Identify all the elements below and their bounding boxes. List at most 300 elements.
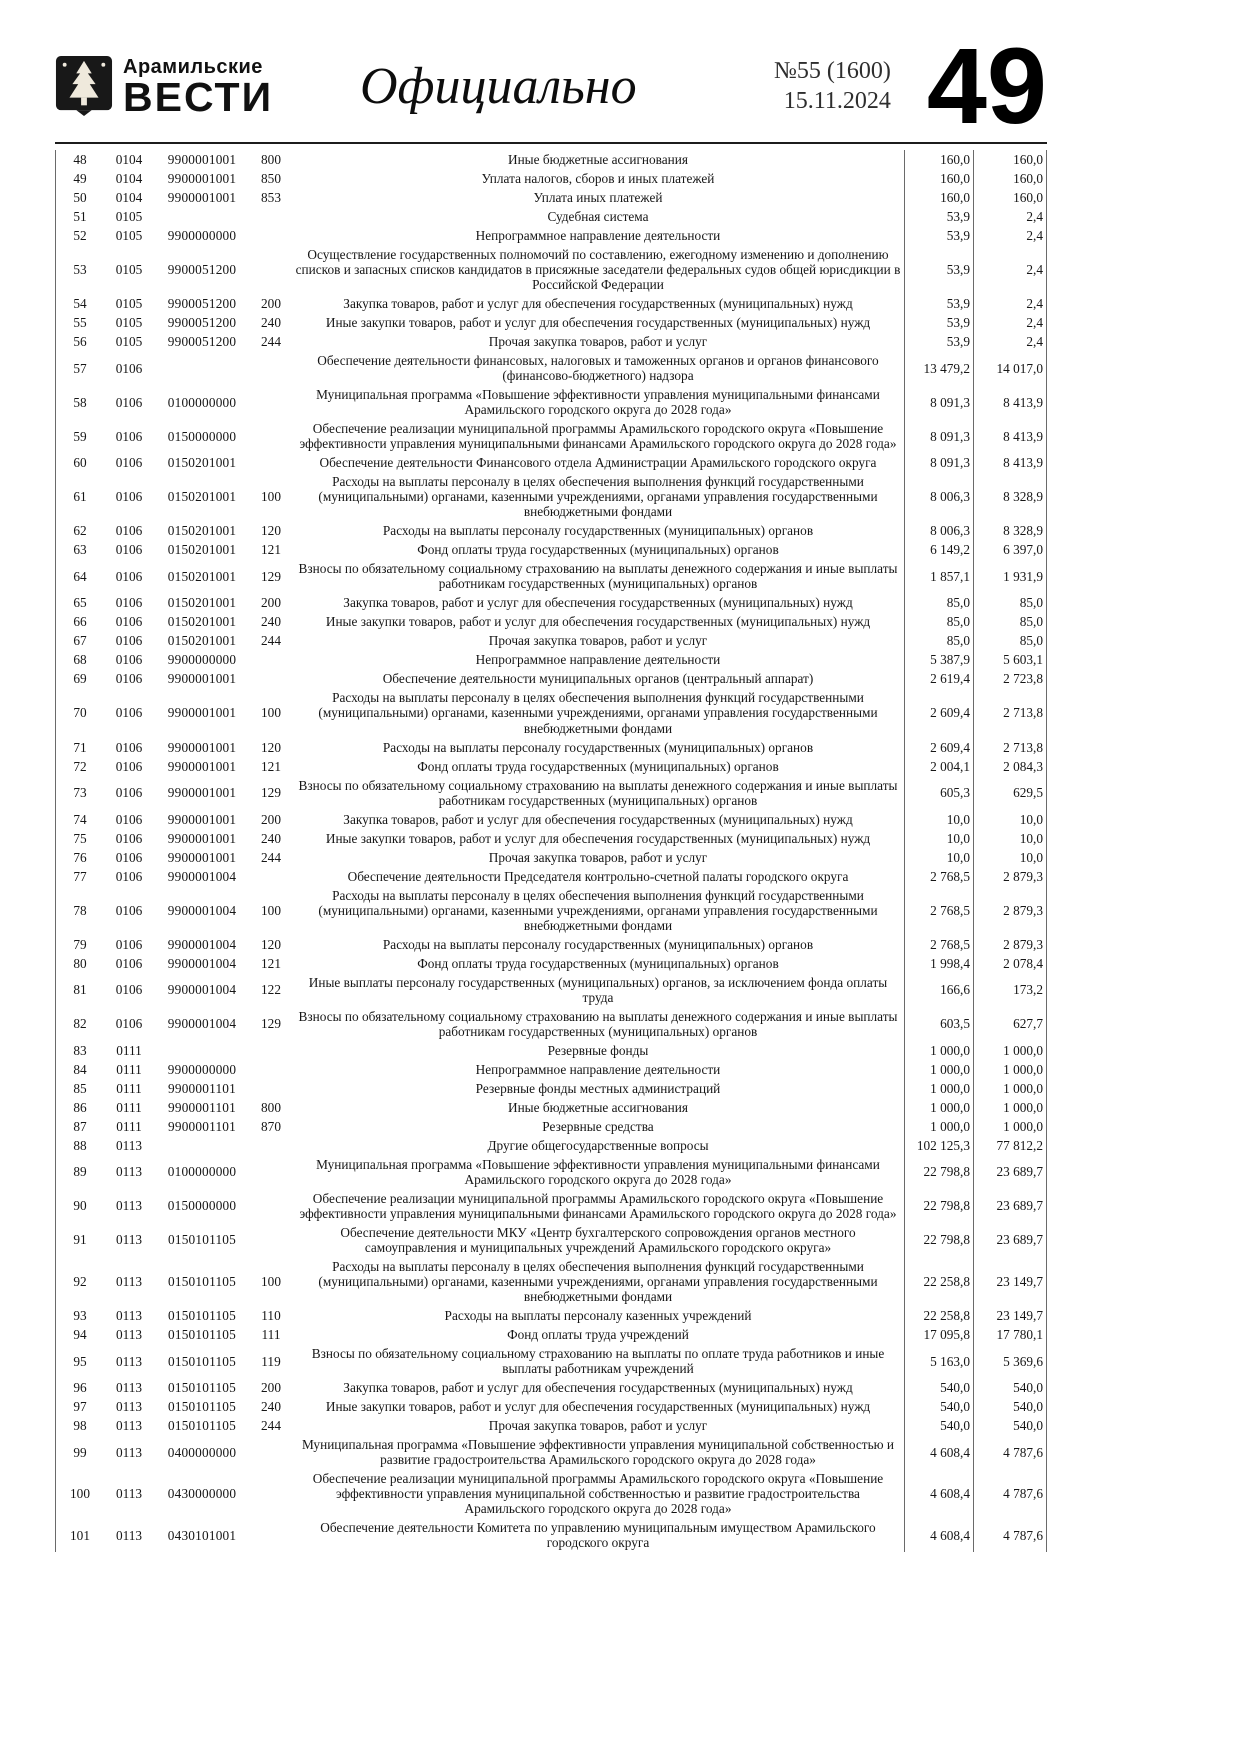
amount-1: 4 608,4 bbox=[905, 1469, 974, 1518]
section-code: 0106 bbox=[115, 739, 143, 755]
row-number: 73 bbox=[73, 785, 87, 801]
table-row bbox=[56, 419, 1047, 453]
amount-2: 4 787,6 bbox=[974, 1518, 1047, 1552]
table-row bbox=[56, 867, 1047, 886]
amount-2: 85,0 bbox=[974, 593, 1047, 612]
amount-2: 6 397,0 bbox=[974, 540, 1047, 559]
amount-1: 1 998,4 bbox=[905, 954, 974, 973]
target-article-code bbox=[154, 1041, 250, 1060]
amount-2: 85,0 bbox=[974, 631, 1047, 650]
target-article-code: 9900001001 bbox=[167, 849, 237, 865]
expense-type-code: 244 bbox=[261, 334, 281, 350]
expense-type-code: 244 bbox=[261, 849, 281, 865]
expense-name: Обеспечение деятельности Комитета по управлению муниципальным имуществом Арамильского городского округа bbox=[320, 1520, 876, 1551]
budget-table bbox=[55, 150, 1047, 1552]
masthead bbox=[55, 0, 1047, 147]
row-number: 68 bbox=[73, 652, 87, 668]
table-row bbox=[56, 776, 1047, 810]
target-article-code: 0430000000 bbox=[167, 1486, 237, 1502]
expense-name: Расходы на выплаты персоналу казенных учреждений bbox=[444, 1308, 752, 1324]
amount-2: 2 713,8 bbox=[974, 688, 1047, 737]
section-code: 0104 bbox=[115, 152, 143, 167]
section-code: 0106 bbox=[115, 1016, 143, 1032]
target-article-code: 9900001001 bbox=[167, 830, 237, 846]
table-row bbox=[56, 1079, 1047, 1098]
expense-name: Иные бюджетные ассигнования bbox=[507, 1099, 689, 1115]
table-row bbox=[56, 207, 1047, 226]
section-code: 0113 bbox=[115, 1353, 143, 1369]
amount-1: 53,9 bbox=[905, 332, 974, 351]
target-article-code: 0150101105 bbox=[168, 1273, 236, 1289]
section-code: 0113 bbox=[115, 1399, 143, 1415]
table-row bbox=[56, 1518, 1047, 1552]
table-row bbox=[56, 332, 1047, 351]
row-number: 96 bbox=[73, 1380, 87, 1396]
amount-2: 1 000,0 bbox=[974, 1079, 1047, 1098]
amount-2: 627,7 bbox=[974, 1007, 1047, 1041]
table-row bbox=[56, 188, 1047, 207]
table-row bbox=[56, 1041, 1047, 1060]
target-article-code: 9900001001 bbox=[167, 705, 237, 721]
section-code: 0111 bbox=[116, 1099, 142, 1115]
amount-2: 540,0 bbox=[974, 1397, 1047, 1416]
target-article-code: 9900001004 bbox=[167, 955, 237, 971]
target-article-code: 9900051200 bbox=[167, 315, 237, 331]
amount-2: 1 000,0 bbox=[974, 1117, 1047, 1136]
table-row bbox=[56, 1155, 1047, 1189]
row-number: 63 bbox=[73, 542, 87, 558]
expense-type-code: 122 bbox=[261, 982, 281, 998]
expense-type-code: 100 bbox=[261, 489, 281, 505]
expense-name: Закупка товаров, работ и услуг для обеспечения государственных (муниципальных) нужд bbox=[343, 1380, 853, 1396]
amount-1: 13 479,2 bbox=[905, 351, 974, 385]
target-article-code: 9900051200 bbox=[167, 296, 237, 312]
target-article-code: 9900001004 bbox=[167, 902, 237, 918]
target-article-code: 0150201001 bbox=[167, 614, 237, 630]
amount-1: 10,0 bbox=[905, 810, 974, 829]
expense-type-code bbox=[250, 453, 292, 472]
expense-type-code bbox=[250, 226, 292, 245]
target-article-code bbox=[154, 1136, 250, 1155]
row-number: 51 bbox=[73, 209, 87, 225]
amount-1: 2 768,5 bbox=[905, 867, 974, 886]
expense-name: Расходы на выплаты персоналу в целях обеспечения выполнения функций государственными (муниципальными) органами, казенными учреждениями, органами управления государственными внебюджетными фондами bbox=[318, 1258, 878, 1304]
target-article-code: 9900001004 bbox=[167, 982, 237, 998]
row-number: 82 bbox=[73, 1016, 87, 1032]
section-code: 0113 bbox=[115, 1308, 143, 1324]
amount-1: 603,5 bbox=[905, 1007, 974, 1041]
table-row bbox=[56, 935, 1047, 954]
table-row bbox=[56, 954, 1047, 973]
section-code: 0113 bbox=[115, 1232, 143, 1248]
section-code: 0105 bbox=[115, 334, 143, 350]
section-code: 0113 bbox=[115, 1380, 143, 1396]
table-row bbox=[56, 1060, 1047, 1079]
amount-2: 1 931,9 bbox=[974, 559, 1047, 593]
amount-1: 6 149,2 bbox=[905, 540, 974, 559]
expense-type-code: 120 bbox=[261, 523, 281, 539]
expense-type-code bbox=[250, 351, 292, 385]
expense-name: Закупка товаров, работ и услуг для обеспечения государственных (муниципальных) нужд bbox=[343, 296, 853, 312]
table-row bbox=[56, 848, 1047, 867]
table-row bbox=[56, 540, 1047, 559]
expense-type-code: 100 bbox=[261, 1273, 281, 1289]
section-code: 0111 bbox=[116, 1118, 142, 1134]
section-code: 0113 bbox=[115, 1527, 143, 1543]
row-number: 95 bbox=[73, 1353, 87, 1369]
row-number: 59 bbox=[73, 428, 87, 444]
amount-1: 22 798,8 bbox=[905, 1223, 974, 1257]
expense-type-code: 800 bbox=[261, 152, 281, 167]
row-number: 71 bbox=[73, 739, 87, 755]
target-article-code: 9900001001 bbox=[167, 152, 237, 167]
expense-name: Иные выплаты персоналу государственных (муниципальных) органов, за исключением фонда оплаты труда bbox=[308, 974, 888, 1005]
expense-type-code bbox=[250, 669, 292, 688]
table-row bbox=[56, 757, 1047, 776]
section-code: 0106 bbox=[115, 614, 143, 630]
expense-type-code: 870 bbox=[261, 1118, 281, 1134]
brand-name-top: Арамильские bbox=[123, 55, 263, 78]
section-code: 0106 bbox=[115, 633, 143, 649]
table-row bbox=[56, 1189, 1047, 1223]
expense-name: Взносы по обязательному социальному страхованию на выплаты денежного содержания и иные выплаты работникам государственных (муниципальных) органов bbox=[298, 1008, 898, 1039]
expense-type-code bbox=[250, 1469, 292, 1518]
expense-name: Фонд оплаты труда государственных (муниципальных) органов bbox=[417, 542, 779, 558]
row-number: 100 bbox=[70, 1486, 90, 1502]
row-number: 86 bbox=[73, 1099, 87, 1115]
target-article-code: 9900001001 bbox=[167, 190, 237, 206]
amount-2: 160,0 bbox=[974, 150, 1047, 169]
expense-name: Фонд оплаты труда государственных (муниципальных) органов bbox=[417, 955, 779, 971]
row-number: 79 bbox=[73, 936, 87, 952]
amount-2: 5 603,1 bbox=[974, 650, 1047, 669]
expense-type-code: 111 bbox=[261, 1327, 281, 1343]
expense-name: Иные закупки товаров, работ и услуг для обеспечения государственных (муниципальных) нужд bbox=[325, 830, 871, 846]
row-number: 92 bbox=[73, 1273, 87, 1289]
expense-name: Непрограммное направление деятельности bbox=[475, 228, 721, 244]
target-article-code: 9900001004 bbox=[167, 868, 237, 884]
table-row bbox=[56, 169, 1047, 188]
expense-type-code: 800 bbox=[261, 1099, 281, 1115]
expense-type-code: 120 bbox=[261, 936, 281, 952]
amount-1: 8 091,3 bbox=[905, 453, 974, 472]
row-number: 69 bbox=[73, 671, 87, 687]
expense-name: Обеспечение деятельности МКУ «Центр бухгалтерского сопровождения органов местного самоуправления и муниципальных учреждений Арамильского городского округа» bbox=[340, 1224, 856, 1255]
section-code: 0111 bbox=[116, 1061, 142, 1077]
target-article-code: 0150101105 bbox=[168, 1380, 236, 1396]
expense-name: Расходы на выплаты персоналу в целях обеспечения выполнения функций государственными (муниципальными) органами, казенными учреждениями, органами управления государственными внебюджетными фондами bbox=[318, 887, 878, 933]
section-title: Официально bbox=[360, 57, 637, 115]
table-row bbox=[56, 612, 1047, 631]
expense-name: Резервные фонды bbox=[547, 1042, 649, 1058]
target-article-code bbox=[154, 207, 250, 226]
section-code: 0113 bbox=[115, 1327, 143, 1343]
expense-name: Обеспечение реализации муниципальной программы Арамильского городского округа «Повышение эффективности управления муниципальными финансами Арамильского городского округа до 2028 года» bbox=[299, 1190, 897, 1221]
amount-1: 22 798,8 bbox=[905, 1155, 974, 1189]
row-number: 75 bbox=[73, 830, 87, 846]
expense-type-code bbox=[250, 1223, 292, 1257]
section-code: 0106 bbox=[115, 428, 143, 444]
amount-1: 22 258,8 bbox=[905, 1306, 974, 1325]
amount-2: 2 879,3 bbox=[974, 867, 1047, 886]
expense-type-code: 129 bbox=[261, 785, 281, 801]
row-number: 94 bbox=[73, 1327, 87, 1343]
table-row bbox=[56, 226, 1047, 245]
table-row bbox=[56, 245, 1047, 294]
target-article-code: 9900001001 bbox=[167, 671, 237, 687]
expense-name: Обеспечение деятельности Председателя контрольно-счетной палаты городского округа bbox=[347, 868, 849, 884]
table-row bbox=[56, 688, 1047, 737]
target-article-code: 9900000000 bbox=[167, 652, 237, 668]
table-row bbox=[56, 1098, 1047, 1117]
target-article-code: 9900051200 bbox=[167, 262, 237, 278]
issue-date: 15.11.2024 bbox=[783, 88, 891, 114]
amount-2: 540,0 bbox=[974, 1378, 1047, 1397]
amount-2: 540,0 bbox=[974, 1416, 1047, 1435]
expense-name: Расходы на выплаты персоналу в целях обеспечения выполнения функций государственными (муниципальными) органами, казенными учреждениями, органами управления государственными внебюджетными фондами bbox=[318, 690, 878, 736]
table-row bbox=[56, 829, 1047, 848]
target-article-code: 0150201001 bbox=[167, 633, 237, 649]
expense-type-code bbox=[250, 207, 292, 226]
expense-type-code bbox=[250, 1041, 292, 1060]
target-article-code: 9900001001 bbox=[167, 811, 237, 827]
amount-1: 85,0 bbox=[905, 612, 974, 631]
amount-2: 8 413,9 bbox=[974, 453, 1047, 472]
target-article-code: 0150201001 bbox=[167, 568, 237, 584]
table-row bbox=[56, 1306, 1047, 1325]
row-number: 58 bbox=[73, 394, 87, 410]
section-code: 0106 bbox=[115, 982, 143, 998]
row-number: 84 bbox=[73, 1061, 87, 1077]
amount-2: 23 689,7 bbox=[974, 1189, 1047, 1223]
section-code: 0105 bbox=[115, 315, 143, 331]
section-code: 0105 bbox=[115, 228, 143, 244]
amount-2: 2,4 bbox=[974, 207, 1047, 226]
expense-name: Судебная система bbox=[547, 209, 649, 225]
expense-type-code: 200 bbox=[261, 1380, 281, 1396]
row-number: 87 bbox=[73, 1118, 87, 1134]
table-row bbox=[56, 973, 1047, 1007]
section-code: 0111 bbox=[116, 1080, 142, 1096]
target-article-code: 9900001101 bbox=[168, 1099, 236, 1115]
amount-1: 10,0 bbox=[905, 848, 974, 867]
section-code: 0106 bbox=[115, 652, 143, 668]
section-code: 0105 bbox=[115, 209, 143, 225]
amount-1: 2 004,1 bbox=[905, 757, 974, 776]
target-article-code: 0150101105 bbox=[168, 1232, 236, 1248]
section-code: 0106 bbox=[115, 568, 143, 584]
target-article-code: 0150101105 bbox=[168, 1353, 236, 1369]
target-article-code: 9900001101 bbox=[168, 1080, 236, 1096]
row-number: 83 bbox=[73, 1042, 87, 1058]
amount-1: 53,9 bbox=[905, 313, 974, 332]
expense-name: Закупка товаров, работ и услуг для обеспечения государственных (муниципальных) нужд bbox=[343, 595, 853, 611]
target-article-code: 0150101105 bbox=[168, 1327, 236, 1343]
section-code: 0106 bbox=[115, 455, 143, 471]
target-article-code: 0150201001 bbox=[167, 595, 237, 611]
section-code: 0113 bbox=[115, 1164, 143, 1180]
target-article-code: 0150201001 bbox=[167, 455, 237, 471]
amount-2: 160,0 bbox=[974, 169, 1047, 188]
row-number: 64 bbox=[73, 568, 87, 584]
issue-number: №55 (1600) bbox=[773, 58, 891, 84]
expense-name: Осуществление государственных полномочий по составлению, ежегодному изменению и дополнению списков и запасных списков кандидатов в присяжные заседатели федеральных судов общей юрисдикции в Российской Федерации bbox=[295, 247, 901, 293]
section-code: 0111 bbox=[116, 1042, 142, 1058]
amount-1: 160,0 bbox=[905, 169, 974, 188]
amount-2: 8 413,9 bbox=[974, 385, 1047, 419]
amount-1: 53,9 bbox=[905, 226, 974, 245]
amount-1: 2 609,4 bbox=[905, 738, 974, 757]
amount-2: 4 787,6 bbox=[974, 1469, 1047, 1518]
expense-name: Взносы по обязательному социальному страхованию на выплаты денежного содержания и иные выплаты работникам государственных (муниципальных) органов bbox=[298, 561, 898, 592]
table-row bbox=[56, 559, 1047, 593]
expense-name: Фонд оплаты труда государственных (муниципальных) органов bbox=[417, 758, 779, 774]
expense-type-code: 121 bbox=[261, 955, 281, 971]
brand-name-bottom: ВЕСТИ bbox=[123, 73, 274, 120]
row-number: 78 bbox=[73, 902, 87, 918]
row-number: 67 bbox=[73, 633, 87, 649]
amount-1: 85,0 bbox=[905, 593, 974, 612]
amount-2: 2 879,3 bbox=[974, 886, 1047, 935]
amount-1: 85,0 bbox=[905, 631, 974, 650]
expense-name: Непрограммное направление деятельности bbox=[475, 1061, 721, 1077]
row-number: 97 bbox=[73, 1399, 87, 1415]
target-article-code: 0430101001 bbox=[167, 1527, 237, 1543]
amount-2: 1 000,0 bbox=[974, 1060, 1047, 1079]
amount-1: 4 608,4 bbox=[905, 1518, 974, 1552]
expense-name: Непрограммное направление деятельности bbox=[475, 652, 721, 668]
city-crest-icon bbox=[55, 55, 113, 117]
row-number: 98 bbox=[73, 1418, 87, 1434]
expense-type-code bbox=[250, 245, 292, 294]
expense-name: Обеспечение деятельности финансовых, налоговых и таможенных органов и органов финансового (финансово-бюджетного) надзора bbox=[317, 353, 879, 384]
section-code: 0113 bbox=[115, 1418, 143, 1434]
amount-1: 1 000,0 bbox=[905, 1041, 974, 1060]
target-article-code bbox=[154, 351, 250, 385]
target-article-code: 9900001001 bbox=[167, 785, 237, 801]
table-row bbox=[56, 150, 1047, 169]
row-number: 99 bbox=[73, 1444, 87, 1460]
expense-type-code bbox=[250, 1518, 292, 1552]
amount-2: 10,0 bbox=[974, 848, 1047, 867]
expense-type-code: 200 bbox=[261, 296, 281, 312]
amount-2: 173,2 bbox=[974, 973, 1047, 1007]
amount-1: 22 258,8 bbox=[905, 1257, 974, 1306]
amount-2: 77 812,2 bbox=[974, 1136, 1047, 1155]
expense-name: Иные закупки товаров, работ и услуг для обеспечения государственных (муниципальных) нужд bbox=[325, 315, 871, 331]
table-row bbox=[56, 351, 1047, 385]
table-row bbox=[56, 738, 1047, 757]
target-article-code: 9900001101 bbox=[168, 1118, 236, 1134]
row-number: 49 bbox=[73, 171, 87, 187]
row-number: 88 bbox=[73, 1137, 87, 1153]
section-code: 0106 bbox=[115, 811, 143, 827]
amount-2: 2,4 bbox=[974, 226, 1047, 245]
amount-1: 2 619,4 bbox=[905, 669, 974, 688]
expense-name: Прочая закупка товаров, работ и услуг bbox=[488, 1418, 708, 1434]
amount-1: 1 857,1 bbox=[905, 559, 974, 593]
amount-2: 23 149,7 bbox=[974, 1306, 1047, 1325]
target-article-code: 9900000000 bbox=[167, 1061, 237, 1077]
amount-2: 8 328,9 bbox=[974, 472, 1047, 521]
expense-name: Расходы на выплаты персоналу государственных (муниципальных) органов bbox=[382, 523, 814, 539]
amount-2: 2,4 bbox=[974, 313, 1047, 332]
expense-type-code bbox=[250, 1155, 292, 1189]
section-code: 0106 bbox=[115, 360, 143, 376]
amount-2: 2 084,3 bbox=[974, 757, 1047, 776]
section-code: 0106 bbox=[115, 523, 143, 539]
target-article-code: 9900051200 bbox=[167, 334, 237, 350]
expense-type-code bbox=[250, 867, 292, 886]
amount-2: 629,5 bbox=[974, 776, 1047, 810]
expense-type-code: 850 bbox=[261, 171, 281, 187]
expense-type-code: 129 bbox=[261, 568, 281, 584]
target-article-code: 0100000000 bbox=[167, 1164, 237, 1180]
row-number: 72 bbox=[73, 758, 87, 774]
expense-name: Обеспечение реализации муниципальной программы Арамильского городского округа «Повышение эффективности управления муниципальными финансами Арамильского городского округа до 2028 года» bbox=[299, 421, 897, 452]
amount-1: 1 000,0 bbox=[905, 1117, 974, 1136]
table-row bbox=[56, 1257, 1047, 1306]
table-row bbox=[56, 1397, 1047, 1416]
page-number: 49 bbox=[926, 25, 1047, 147]
expense-type-code: 200 bbox=[261, 595, 281, 611]
amount-2: 1 000,0 bbox=[974, 1041, 1047, 1060]
section-code: 0106 bbox=[115, 595, 143, 611]
table-row bbox=[56, 385, 1047, 419]
amount-2: 2,4 bbox=[974, 294, 1047, 313]
row-number: 48 bbox=[73, 152, 87, 167]
amount-1: 5 387,9 bbox=[905, 650, 974, 669]
amount-2: 23 689,7 bbox=[974, 1223, 1047, 1257]
expense-type-code: 853 bbox=[261, 190, 281, 206]
expense-name: Взносы по обязательному социальному страхованию на выплаты по оплате труда работников и иные выплаты работникам учреждений bbox=[311, 1346, 885, 1377]
amount-1: 5 163,0 bbox=[905, 1344, 974, 1378]
amount-1: 8 091,3 bbox=[905, 385, 974, 419]
table-row bbox=[56, 631, 1047, 650]
row-number: 77 bbox=[73, 868, 87, 884]
row-number: 57 bbox=[73, 360, 87, 376]
table-row bbox=[56, 593, 1047, 612]
expense-name: Расходы на выплаты персоналу государственных (муниципальных) органов bbox=[382, 739, 814, 755]
table-row bbox=[56, 1223, 1047, 1257]
expense-name: Взносы по обязательному социальному страхованию на выплаты денежного содержания и иные выплаты работникам государственных (муниципальных) органов bbox=[298, 777, 898, 808]
expense-type-code: 110 bbox=[261, 1308, 281, 1324]
amount-2: 14 017,0 bbox=[974, 351, 1047, 385]
section-code: 0106 bbox=[115, 394, 143, 410]
section-code: 0105 bbox=[115, 296, 143, 312]
expense-name: Иные закупки товаров, работ и услуг для обеспечения государственных (муниципальных) нужд bbox=[325, 1399, 871, 1415]
row-number: 101 bbox=[70, 1527, 90, 1543]
section-code: 0106 bbox=[115, 785, 143, 801]
row-number: 52 bbox=[73, 228, 87, 244]
table-row bbox=[56, 886, 1047, 935]
table-row bbox=[56, 472, 1047, 521]
section-code: 0106 bbox=[115, 936, 143, 952]
expense-type-code: 240 bbox=[261, 614, 281, 630]
target-article-code: 0150101105 bbox=[168, 1308, 236, 1324]
section-code: 0106 bbox=[115, 705, 143, 721]
amount-2: 2 713,8 bbox=[974, 738, 1047, 757]
amount-2: 23 149,7 bbox=[974, 1257, 1047, 1306]
expense-type-code: 119 bbox=[261, 1353, 281, 1369]
expense-type-code: 240 bbox=[261, 830, 281, 846]
amount-1: 2 609,4 bbox=[905, 688, 974, 737]
expense-type-code bbox=[250, 1060, 292, 1079]
table-row bbox=[56, 1435, 1047, 1469]
amount-2: 5 369,6 bbox=[974, 1344, 1047, 1378]
section-code: 0106 bbox=[115, 758, 143, 774]
row-number: 62 bbox=[73, 523, 87, 539]
